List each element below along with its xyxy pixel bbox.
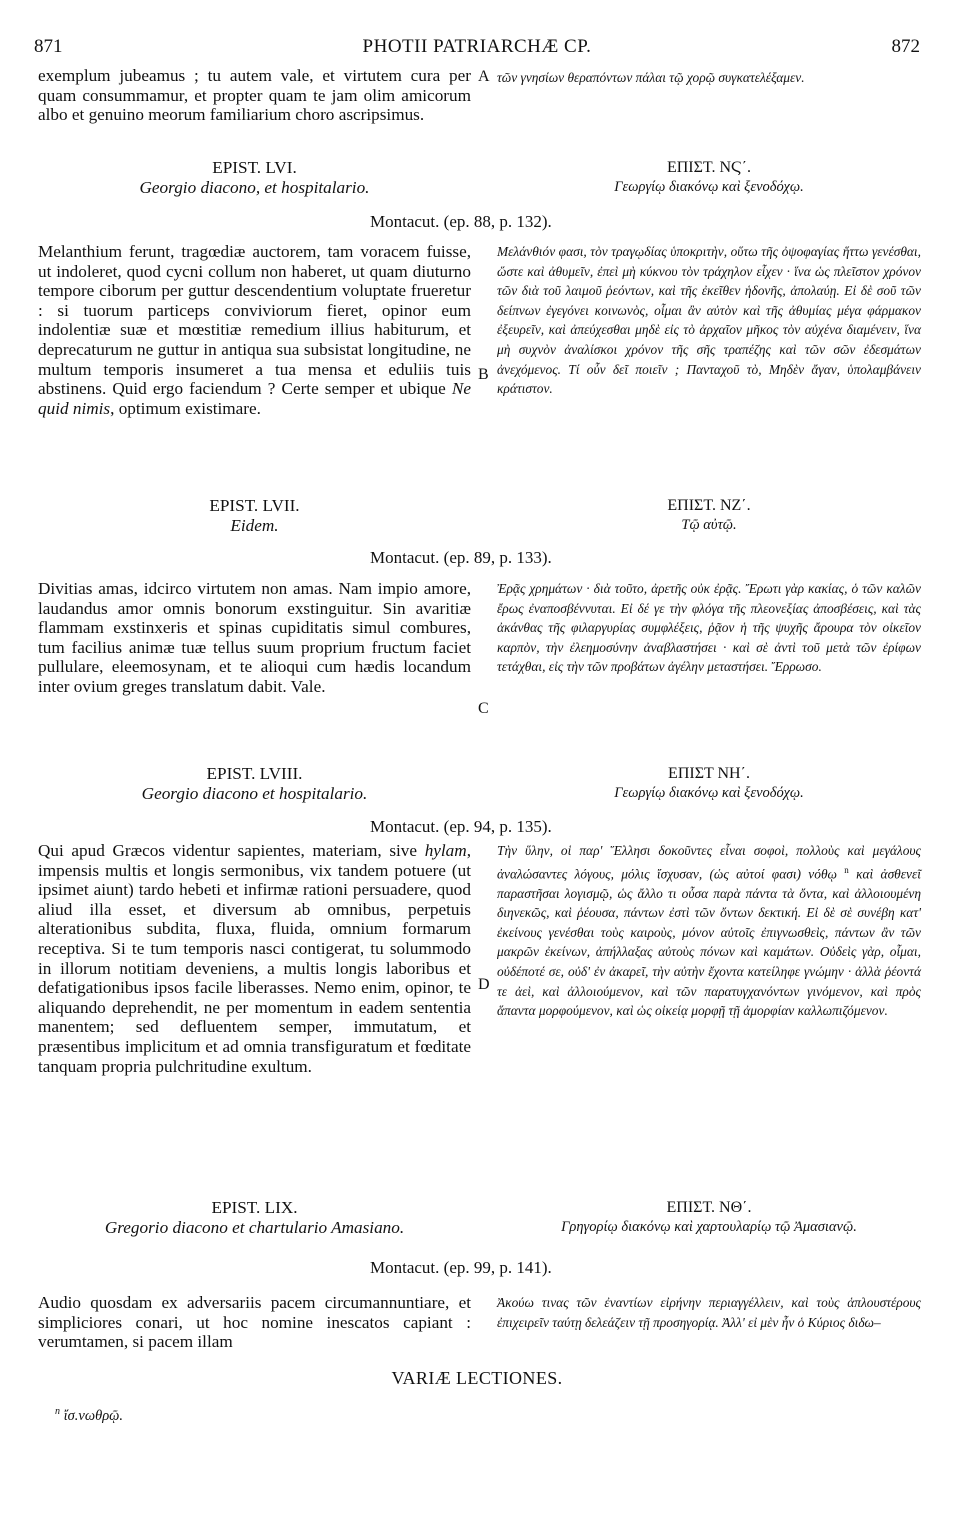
latin-ep58-body xyxy=(38,841,471,1076)
latin-intro-text: exemplum jubeamus ; tu autem vale, et virtutem cura per quam consummamur, et propter quam te jam olim amicorum albo et genuino meorum familiarium choro ascripsimus. xyxy=(38,66,471,125)
footnote-ref: n xyxy=(844,864,849,875)
latin-ep56-heading xyxy=(38,158,471,197)
greek-ep56-body: Μελάνθιόν φασι, τὸν τραγῳδίας ὑποκριτὴν, οὕτω τῆς ὀψοφαγίας ἥττω γενέσθαι, ὥστε καὶ ἀθυμεῖν, ἐπεὶ μὴ κύκνου τὸν τράχηλον εἶχεν · ἵνα ὡς πλεῖστον χρόνον τῶν διὰ τοῦ λαιμοῦ ῥεόντων, καὶ τῆς ἐκεῖθεν ἡδονῆς, ἀπολαύῃ. Εἰ δὲ σοῦ τῶν δείπνων ἐγεγόνει κοινωνὸς, οἶμαι ἂν αὐτὸν καὶ τῆς ἀθυμίας μέγα φάρμακον ἐξευρεῖν, καὶ ἀπεύχεσθαι μηδὲ εἰς τὸ ἀρχαῖον μῆκος τὸν αὐχένα διαμένειν, ἵνα μὴ συχνὸν ἀναλίσκοι χρόνον τῆς σῆς τραπέζης καὶ τῶν σῶν ἐδεσμάτων ἀνεχόμενος. Τί οὖν δεῖ ποιεῖν ; Πανταχοῦ τὸ, Μηδὲν ἄγαν, ὑπολαμβάνειν κράτιστον. xyxy=(497,244,921,397)
greek-ep59-address: Γρηγορίῳ διακόνῳ καὶ χαρτουλαρίῳ τῷ Ἀμασιανῷ. xyxy=(561,1218,857,1235)
greek-ep56-heading xyxy=(497,158,921,197)
latin-ep59-address: Gregorio diacono et chartulario Amasiano. xyxy=(104,1217,405,1237)
greek-ep58-text-a: Τὴν ὕλην, οἱ παρ' Ἕλλησι δοκοῦντες εἶναι σοφοὶ, πολλοὺς καὶ μεγάλους ἀναλώσαντες λόγους, μόλις ἴσχυσαν, (ὡς αὐτοί φασι) νόθῳ xyxy=(497,843,921,882)
footnote xyxy=(55,1406,123,1425)
latin-ep58-address: Georgio diacono et hospitalario. xyxy=(141,783,368,803)
page-number-right: 872 xyxy=(891,36,920,57)
greek-ep57-address: Τῷ αὐτῷ. xyxy=(681,516,737,533)
greek-ep58-address: Γεωργίῳ διακόνῳ καὶ ξενοδόχῳ. xyxy=(614,784,804,801)
greek-ep57-body: Ἐρᾷς χρημάτων · διὰ τοῦτο, ἀρετῆς οὐκ ἐρᾷς. Ἔρωτι γὰρ κακίας, ὁ τῶν καλῶν ἔρως ἐναποσβέννυται. Εἰ δέ γε τὴν φλόγα τῆς πλεονεξίας ἀποσβέσεις, καὶ τὰς ἀκάνθας τῆς φιλαργυρίας συμφλέξεις, ῥᾷον ἡ τῆς ψυχῆς ἄρουρα τὸν οἰκεῖον καρπὸν, τὴν ἐλεημοσύνην ἀναβλαστήσει · καὶ σὲ ἀντὶ τοῦ μετὰ τῶν ἐρίφων τετάχθαι, εἰς τὴν τῶν προβάτων ἀγέλην μεταστήσει. Ἔρρωσο. xyxy=(497,581,921,675)
margin-marker-c: C xyxy=(478,700,489,717)
latin-ep58-text-a: Qui apud Græcos videntur sapientes, materiam, sive xyxy=(38,841,425,860)
latin-ep58-heading xyxy=(38,764,471,803)
latin-ep56-text-italic: Ne quid nimis xyxy=(38,379,471,418)
latin-ep59-body: Audio quosdam ex adversariis pacem circumannuntiare, et simpliciores conari, ut hoc nomine inescatos capiant : verumtamen, si pacem illam xyxy=(38,1293,471,1352)
latin-ep56-text-b: , optimum existimare. xyxy=(110,398,261,418)
margin-marker-a: A xyxy=(478,68,490,85)
latin-ep59-title: EPIST. LIX. xyxy=(211,1198,298,1217)
greek-ep57-heading xyxy=(497,496,921,535)
margin-marker-d: D xyxy=(478,976,490,993)
page-number-left: 871 xyxy=(34,36,63,57)
ref-ep57: Montacut. (ep. 89, p. 133). xyxy=(370,548,552,567)
latin-ep58-text-b: , impensis multis et longis sermonibus, vix tandem potuere (ut ipsimet aiunt) tardo hebeti et infirmæ rationi persuadere, quod aliud illa esset, et diversum ab omnibus, perpetuis alterationibus subdita, fluxa, fluida, omnium formarum receptiva. Si te tum temporis nasci contigerat, tu solummodo in illorum notitiam deveniens, a multis longis laboribus et defatigationibus ipsos facile liberasses. Nemo enim, opinor, te aliquando deprehendit, ne per momentum in eadem sententia manentem; sed defluentem semper, immutatum, et præsentibus implicitum et ad omnia transfiguratum et fœditate tanquam propria pulchritudine exultum. xyxy=(38,841,471,1076)
greek-ep59-title: ΕΠΙΣΤ. ΝΘ΄. xyxy=(666,1199,752,1216)
running-title: PHOTII PATRIARCHÆ CP. xyxy=(362,36,592,57)
footnote-marker: n xyxy=(55,1406,60,1417)
latin-ep57-address: Eidem. xyxy=(230,515,279,535)
margin-marker-b: B xyxy=(478,366,489,383)
greek-ep59-heading xyxy=(497,1198,921,1237)
ref-ep59: Montacut. (ep. 99, p. 141). xyxy=(370,1258,552,1277)
latin-ep56-title: EPIST. LVI. xyxy=(212,158,297,177)
greek-ep58-body xyxy=(497,841,921,1021)
variae-lectiones-heading: VARIÆ LECTIONES. xyxy=(391,1368,563,1388)
latin-ep58-title: EPIST. LVIII. xyxy=(206,764,303,783)
ref-ep58: Montacut. (ep. 94, p. 135). xyxy=(370,817,552,836)
latin-ep56-address: Georgio diacono, et hospitalario. xyxy=(139,177,370,197)
latin-ep58-text-italic: hylam xyxy=(424,841,467,860)
latin-ep59-heading xyxy=(38,1198,471,1237)
footnote-text: ἴσ.νωθρῷ. xyxy=(63,1407,124,1424)
greek-ep56-address: Γεωργίῳ διακόνῳ καὶ ξενοδόχῳ. xyxy=(614,178,804,195)
latin-intro xyxy=(38,66,471,125)
greek-intro: τῶν γνησίων θεραπόντων πάλαι τῷ χορῷ συγκατελέξαμεν. xyxy=(497,70,805,85)
greek-ep59-body: Ἀκούω τινας τῶν ἐναντίων εἰρήνην περιαγγέλλειν, καὶ τοὺς ἁπλουστέρους ἐπιχειρεῖν ταύτῃ δελεάζειν τῇ προσηγορίᾳ. Ἀλλ' εἰ μὲν ἦν ὁ Κύριος διδω– xyxy=(497,1295,921,1330)
latin-ep56-body xyxy=(38,242,471,418)
ref-ep56: Montacut. (ep. 88, p. 132). xyxy=(370,212,552,231)
greek-ep57-title: ΕΠΙΣΤ. ΝΖ΄. xyxy=(667,497,751,514)
latin-ep57-heading xyxy=(38,496,471,535)
latin-ep57-title: EPIST. LVII. xyxy=(209,496,300,515)
greek-ep58-title: ΕΠΙΣΤ ΝΗ΄. xyxy=(668,765,750,782)
latin-ep57-body: Divitias amas, idcirco virtutem non amas. Nam impio amore, laudandus amor omnis bonorum exstinguitur. Sin avaritiæ flammam exstinxeris et spinas cupiditatis simul combures, tum facilius animæ tuæ tellus suum proprium fructum faciet pullulare, eleemosynam, et te alioqui cum hædis locandum inter ovium greges translatum dabit. Vale. xyxy=(38,579,471,696)
greek-ep56-title: ΕΠΙΣΤ. ΝϚ΄. xyxy=(666,159,752,176)
greek-ep58-text-b: καὶ ἀσθενεῖ παραστῆσαι λογισμῷ, ὡς ἄλλο τι οὖσα παρὰ πάντα τὰ ὄντα, καὶ ἀλλοιουμένη διηνεκῶς, καὶ ῥέουσα, πάντων ἐστὶ τῶν ὄντων δεκτική. Εἰ δὲ σὲ συνέβη κατ' ἐκείνους γενέσθαι τοὺς καιροὺς, μόνον αὐτοῖς ἐπιγνωσθεὶς, πάντων ἂν τῶν μακρῶν ἐκείνων, ἀπήλλαξας αὐτοὺς πόνων καὶ καμάτων. Οὐδεὶς γὰρ, οἶμαι, οὐδέποτέ σε, οὐδ' ἐν ἀκαρεῖ, τὴν αὐτὴν ἔχοντα κατείληφε γνώμην · ἀλλὰ ῥέοντά τε ἀεὶ, καὶ ἀλλοιούμενον, καὶ τῶν παρατυγχανόντων γινόμενον, καὶ πρὸς ἅπαντα μορφούμενον, καὶ ὡς οἰκείᾳ μορφῇ τῇ ἀμορφίαν καλλωπιζόμενον. xyxy=(497,866,921,1019)
greek-ep58-heading xyxy=(497,764,921,803)
latin-ep56-text-a: Melanthium ferunt, tragœdiæ auctorem, tam voracem fuisse, ut indoleret, quod cycni collum non haberet, ut quam diuturno tempore ciborum per guttur descendentium voluptate frueretur : si tuorum particeps conviviorum fieret, opinor eum indolentiæ suæ et mœstitiæ remedium illius habiturum, et deprecaturum ne guttur in antiqua sua subsistat longitudine, ne multum temporis insumeret a tua mensa et eduliis tuis abstinens. Quid ergo faciendum ? Certe semper et ubique xyxy=(38,242,471,399)
